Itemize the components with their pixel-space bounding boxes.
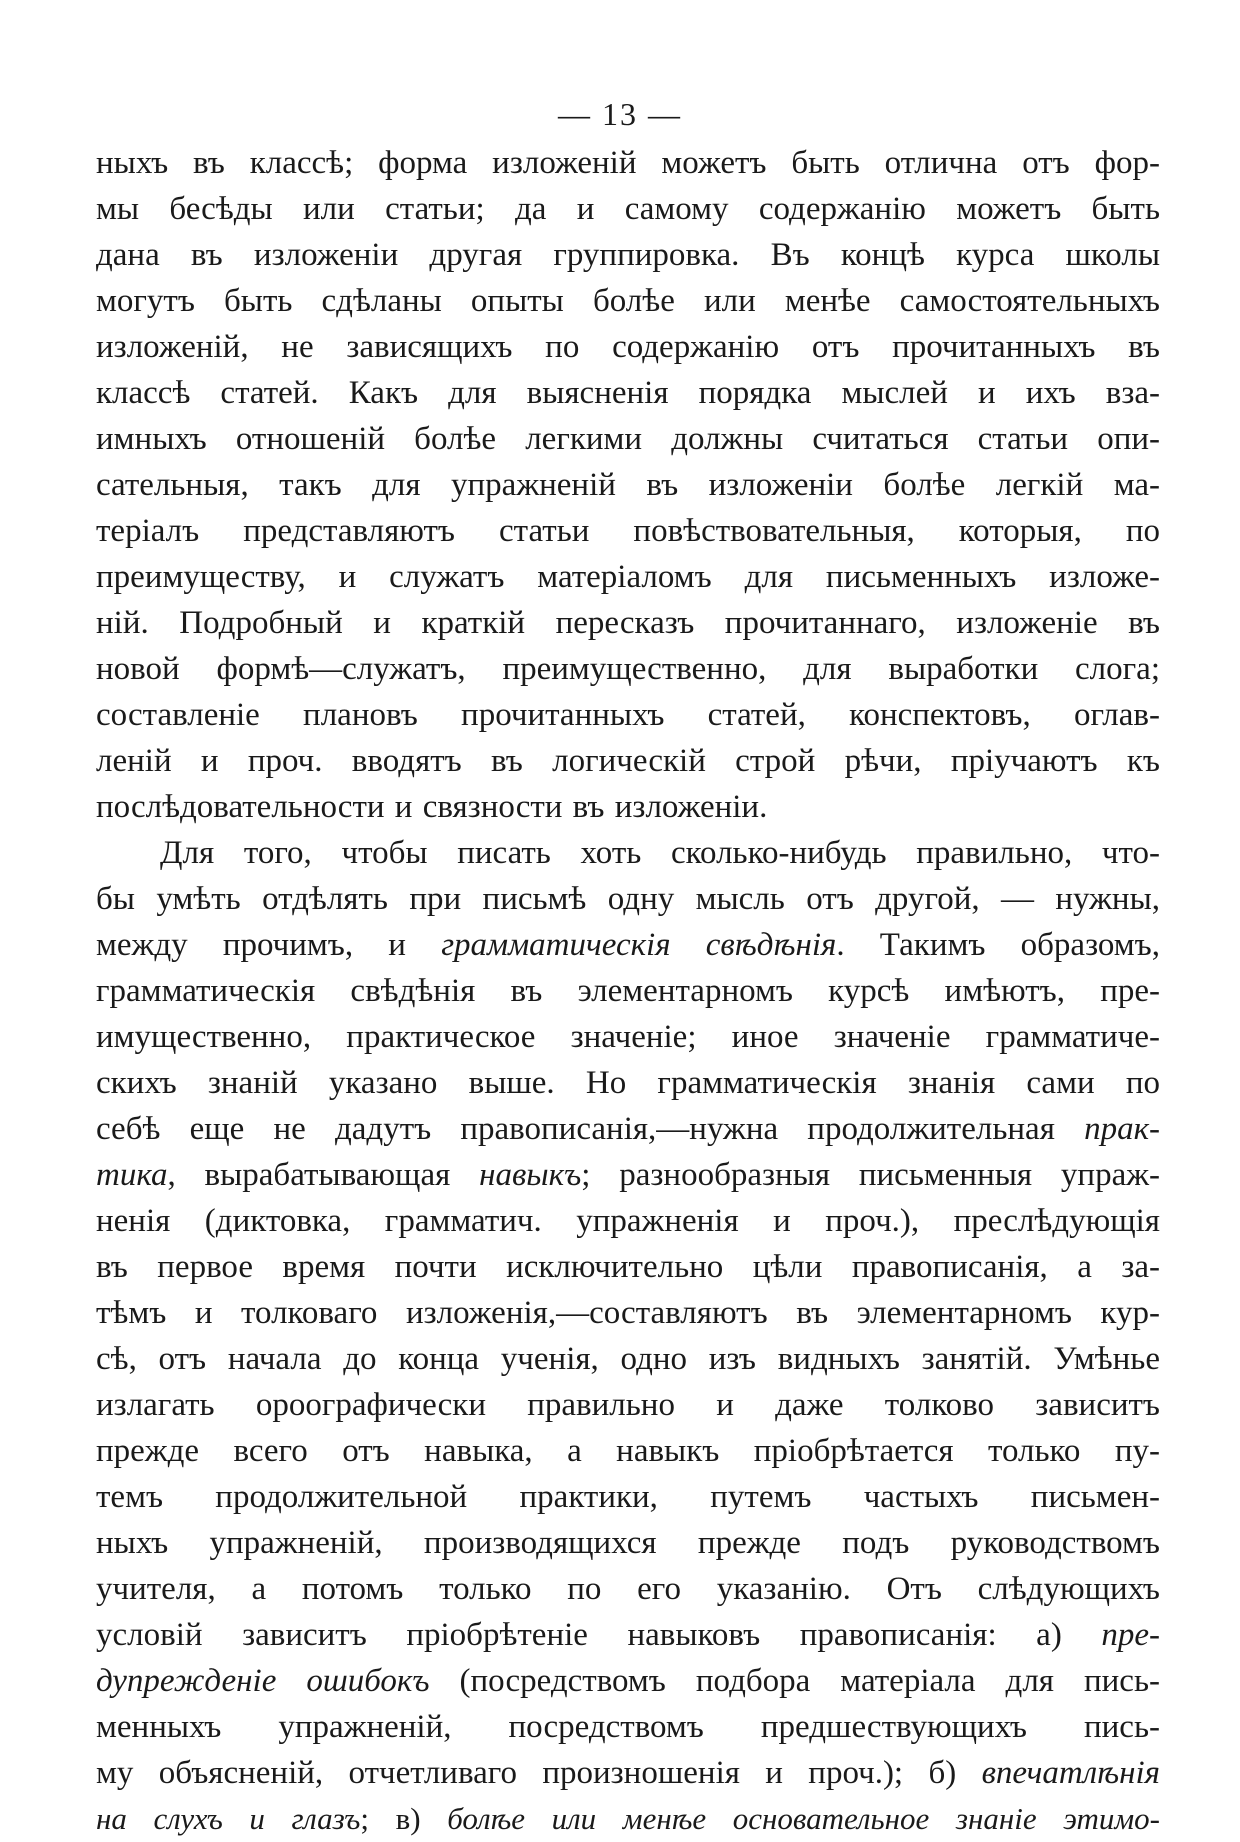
text-segment: бы умѣть отдѣлять при письмѣ одну мысль отъ другой, — нужны, [96, 881, 1160, 917]
text-segment: темъ продолжительной практики, путемъ частыхъ письмен- [96, 1479, 1160, 1515]
text-line [96, 1658, 1160, 1704]
text-segment: сательныя, такъ для упражненій въ изложеніи болѣе легкій ма- [96, 467, 1160, 503]
text-line [96, 370, 1160, 416]
text-segment: прежде всего отъ навыка, а навыкъ пріобрѣтается только пу- [96, 1433, 1160, 1469]
italic-text: тика [96, 1157, 168, 1193]
text-segment: дана въ изложеніи другая группировка. Въ концѣ курса школы [96, 237, 1160, 273]
text-line [96, 232, 1160, 278]
text-line [96, 1704, 1160, 1750]
text-segment: ненія (диктовка, грамматич. упражненія и проч.), преслѣдующія [96, 1203, 1160, 1239]
text-line [96, 784, 1160, 830]
text-line [96, 1796, 1160, 1842]
text-line [96, 1060, 1160, 1106]
italic-text: прак- [1084, 1111, 1160, 1147]
italic-text: пре- [1101, 1617, 1160, 1653]
italic-text: навыкъ [479, 1157, 582, 1193]
text-line [96, 462, 1160, 508]
text-segment: преимуществу, и служатъ матеріаломъ для письменныхъ изложе- [96, 559, 1160, 595]
text-line [96, 1290, 1160, 1336]
text-line [96, 1382, 1160, 1428]
text-line [96, 692, 1160, 738]
text-segment: ній. Подробный и краткій пересказъ прочитаннаго, изложеніе въ [96, 605, 1160, 641]
text-line [96, 1612, 1160, 1658]
text-line [96, 140, 1160, 186]
text-segment: учителя, а потомъ только по его указанію. Отъ слѣдующихъ [96, 1571, 1160, 1607]
text-line [96, 278, 1160, 324]
text-segment: менныхъ упражненій, посредствомъ предшествующихъ пись- [96, 1709, 1160, 1745]
text-line [96, 1014, 1160, 1060]
text-segment: новой формѣ—служатъ, преимущественно, для выработки слога; [96, 651, 1160, 687]
text-segment: леній и проч. вводятъ въ логическій строй рѣчи, пріучаютъ къ [96, 743, 1160, 779]
text-line [96, 600, 1160, 646]
text-line [96, 186, 1160, 232]
italic-text: дупрежденіе ошибокъ [96, 1663, 430, 1699]
text-segment: имныхъ отношеній болѣе легкими должны считаться статьи опи- [96, 421, 1160, 457]
text-segment: грамматическія свѣдѣнія въ элементарномъ курсѣ имѣютъ, пре- [96, 973, 1160, 1009]
text-line [96, 1566, 1160, 1612]
text-segment: сѣ, отъ начала до конца ученія, одно изъ видныхъ занятій. Умѣнье [96, 1341, 1160, 1377]
text-line [96, 876, 1160, 922]
text-line [96, 554, 1160, 600]
text-segment: классѣ статей. Какъ для выясненія порядка мыслей и ихъ вза- [96, 375, 1160, 411]
body-text [96, 140, 1160, 1842]
italic-text: впечатлѣнія [981, 1755, 1160, 1791]
text-segment: теріалъ представляютъ статьи повѣствовательныя, которыя, по [96, 513, 1160, 549]
text-line [96, 968, 1160, 1014]
text-line [96, 1198, 1160, 1244]
text-segment: . Такимъ образомъ, [836, 927, 1160, 963]
text-line [96, 1750, 1160, 1796]
text-line [96, 922, 1160, 968]
text-line [96, 1336, 1160, 1382]
text-line [96, 508, 1160, 554]
text-segment: составленіе плановъ прочитанныхъ статей, конспектовъ, оглав- [96, 697, 1160, 733]
text-segment: Для того, чтобы писать хоть сколько-нибудь правильно, что- [160, 835, 1160, 871]
text-segment: имущественно, практическое значеніе; иное значеніе грамматиче- [96, 1019, 1160, 1055]
text-segment: условій зависитъ пріобрѣтеніе навыковъ правописанія: а) [96, 1617, 1102, 1653]
text-segment: (посредствомъ подбора матеріала для пись- [429, 1663, 1160, 1699]
text-segment: себѣ еще не дадутъ правописанія,—нужна продолжительная [96, 1111, 1085, 1147]
text-segment: ныхъ въ классѣ; форма изложеній можетъ быть отлична отъ фор- [96, 145, 1160, 181]
text-line [96, 416, 1160, 462]
text-line [96, 1520, 1160, 1566]
italic-text: на слухъ и глазъ [96, 1801, 361, 1836]
text-segment: ; в) [360, 1801, 448, 1836]
italic-text: грамматическія свѣдѣнія [441, 927, 837, 963]
text-segment: му объясненій, отчетливаго произношенія и проч.); б) [96, 1755, 982, 1791]
text-line [96, 1244, 1160, 1290]
text-line [96, 830, 1160, 876]
text-segment: послѣдовательности и связности въ изложеніи. [96, 789, 768, 825]
text-line [96, 324, 1160, 370]
text-line [96, 1152, 1160, 1198]
text-segment: въ первое время почти исключительно цѣли правописанія, а за- [96, 1249, 1160, 1285]
text-segment: излагать ороографически правильно и даже толково зависитъ [96, 1387, 1160, 1423]
text-line [96, 1428, 1160, 1474]
text-segment: могутъ быть сдѣланы опыты болѣе или менѣе самостоятельныхъ [96, 283, 1160, 319]
text-segment: ; разнообразныя письменныя упраж- [581, 1157, 1160, 1193]
text-segment: скихъ знаній указано выше. Но грамматическія знанія сами по [96, 1065, 1160, 1101]
text-segment: ныхъ упражненій, производящихся прежде подъ руководствомъ [96, 1525, 1160, 1561]
italic-text: болѣе или менѣе основательное знаніе этимо- [447, 1801, 1160, 1836]
text-segment: между прочимъ, и [96, 927, 442, 963]
text-line [96, 738, 1160, 784]
text-line [96, 1474, 1160, 1520]
text-segment: , вырабатывающая [167, 1157, 480, 1193]
text-line [96, 1106, 1160, 1152]
text-segment: изложеній, не зависящихъ по содержанію отъ прочитанныхъ въ [96, 329, 1160, 365]
text-segment: тѣмъ и толковаго изложенія,—составляютъ въ элементарномъ кур- [96, 1295, 1160, 1331]
text-line [96, 646, 1160, 692]
text-segment: мы бесѣды или статьи; да и самому содержанію можетъ быть [96, 191, 1160, 227]
page-number: — 13 — [558, 96, 682, 132]
